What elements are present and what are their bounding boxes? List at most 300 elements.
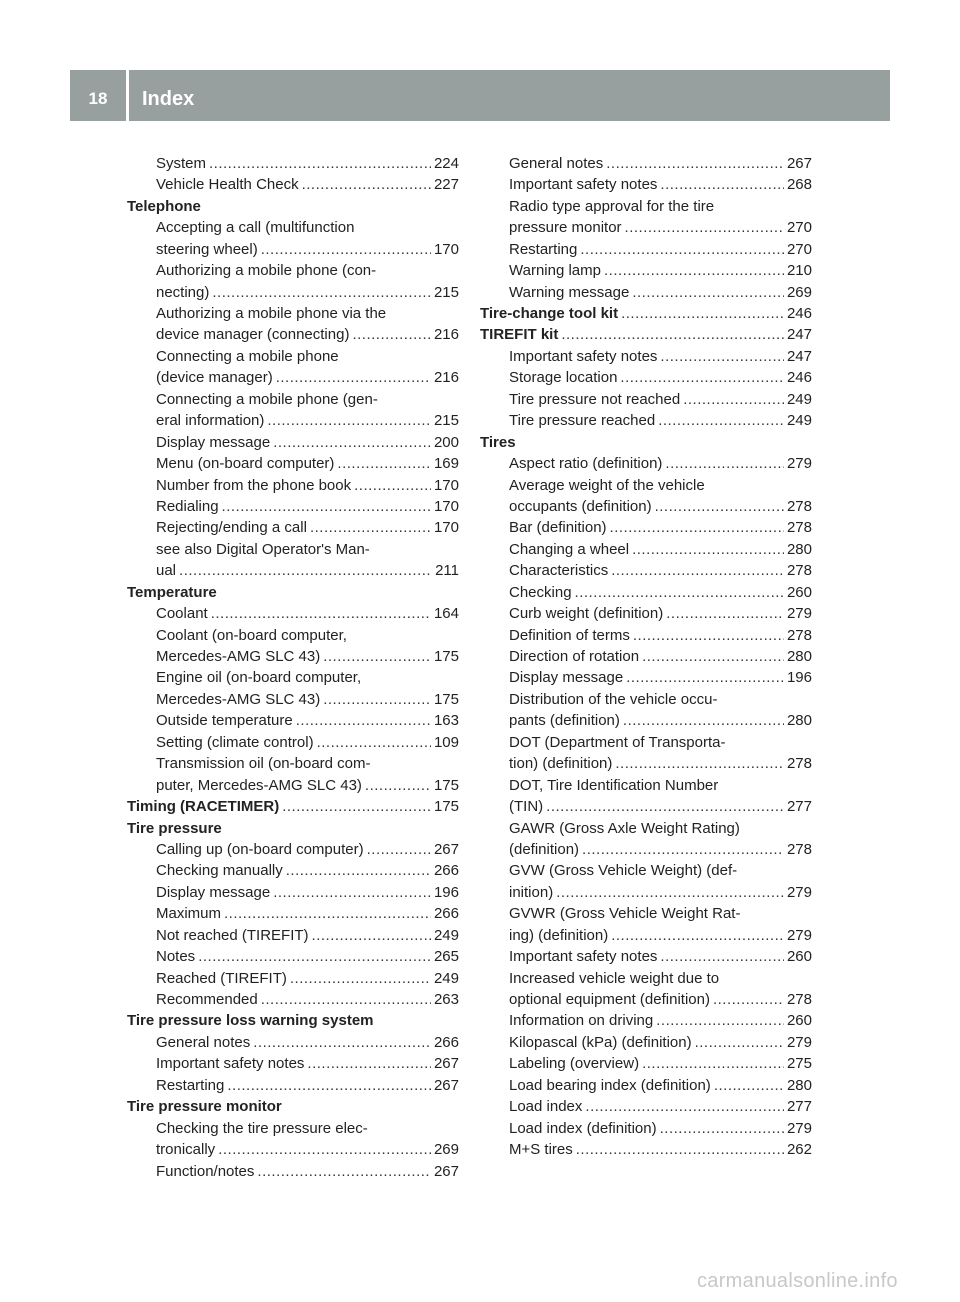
page-reference: 277 — [786, 1098, 812, 1116]
index-entry — [127, 646, 459, 667]
dot-leader — [666, 603, 784, 624]
page-reference: 279 — [786, 605, 812, 623]
dot-leader — [606, 153, 784, 174]
page-reference: 175 — [433, 648, 459, 666]
page-reference: 196 — [433, 883, 459, 901]
index-entry — [480, 882, 812, 903]
index-entry — [480, 668, 812, 689]
index-entry — [480, 646, 812, 667]
entry-text: Checking — [509, 583, 572, 601]
dot-leader — [642, 646, 784, 667]
dot-leader — [580, 239, 784, 260]
dot-leader — [561, 325, 784, 346]
entry-text: Restarting — [509, 240, 578, 258]
index-entry — [127, 560, 459, 581]
entry-text: (definition) — [509, 840, 580, 858]
page-reference: 278 — [786, 562, 812, 580]
index-entry — [127, 968, 459, 989]
entry-text: Important safety notes — [509, 347, 658, 365]
dot-leader — [576, 1139, 784, 1160]
index-entry — [127, 946, 459, 967]
entry-text: Load index — [509, 1098, 583, 1116]
index-entry — [127, 1053, 459, 1074]
page-reference: 263 — [433, 991, 459, 1009]
index-entry — [480, 346, 812, 367]
dot-leader — [625, 217, 784, 238]
entry-text: DOT, Tire Identification Number — [509, 776, 719, 794]
entry-text: Not reached (TIREFIT) — [156, 926, 309, 944]
index-entry — [480, 153, 812, 174]
entry-text: occupants (definition) — [509, 497, 652, 515]
page-header — [70, 70, 890, 121]
dot-leader — [352, 325, 431, 346]
page-reference: 269 — [433, 1141, 459, 1159]
index-heading — [127, 1096, 459, 1117]
index-entry — [127, 732, 459, 753]
entry-text: Tire pressure not reached — [509, 390, 681, 408]
entry-text: Information on driving — [509, 1012, 654, 1030]
index-heading — [480, 303, 812, 324]
entry-text: Checking manually — [156, 862, 283, 880]
dot-leader — [632, 282, 784, 303]
dot-leader — [585, 1096, 784, 1117]
entry-text: Tire-change tool kit — [480, 305, 619, 323]
dot-leader — [354, 475, 431, 496]
page-reference: 267 — [433, 1076, 459, 1094]
index-entry — [127, 539, 459, 560]
entry-text: Kilopascal (kPa) (definition) — [509, 1033, 692, 1051]
page-reference: 164 — [433, 605, 459, 623]
page-reference: 175 — [433, 776, 459, 794]
page-reference: 280 — [786, 1076, 812, 1094]
page-reference: 279 — [786, 455, 812, 473]
entry-text: Distribution of the vehicle occu- — [509, 690, 718, 708]
index-entry — [127, 1032, 459, 1053]
page-reference: 247 — [786, 347, 812, 365]
entry-text: Coolant (on-board computer, — [156, 626, 347, 644]
index-entry — [480, 196, 812, 217]
page-reference: 260 — [786, 583, 812, 601]
entry-text: (device manager) — [156, 369, 273, 387]
page-reference: 170 — [433, 519, 459, 537]
index-entry — [127, 1139, 459, 1160]
index-entry — [480, 582, 812, 603]
index-entry — [127, 689, 459, 710]
page-reference: 265 — [433, 948, 459, 966]
entry-text: Tire pressure loss warning system — [127, 1012, 374, 1030]
dot-leader — [656, 1011, 784, 1032]
page-reference: 262 — [786, 1141, 812, 1159]
entry-text: DOT (Department of Transporta- — [509, 733, 726, 751]
page-reference: 270 — [786, 219, 812, 237]
index-entry — [127, 625, 459, 646]
index-entry — [127, 367, 459, 388]
index-column-left — [127, 153, 459, 1182]
index-entry — [127, 668, 459, 689]
entry-text: Characteristics — [509, 562, 609, 580]
dot-leader — [276, 367, 431, 388]
entry-text: Menu (on-board computer) — [156, 455, 335, 473]
section-title: Index — [142, 88, 195, 110]
page-reference: 267 — [786, 154, 812, 172]
entry-text: Rejecting/ending a call — [156, 519, 307, 537]
dot-leader — [312, 925, 431, 946]
dot-leader — [714, 1075, 784, 1096]
entry-text: Connecting a mobile phone (gen- — [156, 390, 378, 408]
index-entry — [480, 560, 812, 581]
index-entry — [480, 775, 812, 796]
index-entry — [480, 1011, 812, 1032]
page-reference: 269 — [786, 283, 812, 301]
index-entry — [127, 1161, 459, 1182]
dot-leader — [337, 453, 431, 474]
index-entry — [480, 603, 812, 624]
entry-text: System — [156, 154, 207, 172]
index-entry — [480, 539, 812, 560]
entry-text: Function/notes — [156, 1162, 255, 1180]
dot-leader — [642, 1053, 784, 1074]
index-entry — [480, 389, 812, 410]
watermark: carmanualsonline.info — [697, 1270, 898, 1292]
page-reference: 277 — [786, 798, 812, 816]
page-reference: 279 — [786, 883, 812, 901]
dot-leader — [575, 582, 784, 603]
entry-text: Temperature — [127, 583, 217, 601]
dot-leader — [660, 1118, 784, 1139]
page-reference: 216 — [433, 326, 459, 344]
page-reference: 266 — [433, 905, 459, 923]
dot-leader — [713, 989, 784, 1010]
page-reference: 246 — [786, 369, 812, 387]
index-entry — [480, 903, 812, 924]
index-entry — [127, 260, 459, 281]
dot-leader — [253, 1032, 431, 1053]
dot-leader — [633, 625, 784, 646]
entry-text: Timing (RACETIMER) — [127, 798, 280, 816]
entry-text: Warning lamp — [509, 262, 601, 280]
dot-leader — [556, 882, 784, 903]
index-heading — [480, 325, 812, 346]
page-reference: 170 — [433, 240, 459, 258]
entry-text: Average weight of the vehicle — [509, 476, 705, 494]
page-reference: 267 — [433, 1055, 459, 1073]
page-reference: 175 — [433, 690, 459, 708]
entry-text: necting) — [156, 283, 210, 301]
dot-leader — [257, 1161, 431, 1182]
dot-leader — [286, 860, 431, 881]
entry-text: Mercedes-AMG SLC 43) — [156, 648, 321, 666]
page-reference: 224 — [433, 154, 459, 172]
index-heading — [127, 582, 459, 603]
index-entry — [480, 1118, 812, 1139]
index-entry — [480, 1139, 812, 1160]
entry-text: Checking the tire pressure elec- — [156, 1119, 368, 1137]
page-reference: 163 — [433, 712, 459, 730]
index-entry — [127, 882, 459, 903]
page-reference: 267 — [433, 840, 459, 858]
index-entry — [480, 517, 812, 538]
entry-text: Direction of rotation — [509, 648, 640, 666]
page-reference: 200 — [433, 433, 459, 451]
index-entry — [480, 1096, 812, 1117]
index-entry — [127, 346, 459, 367]
dot-leader — [611, 560, 784, 581]
entry-text: Definition of terms — [509, 626, 630, 644]
entry-text: M+S tires — [509, 1141, 573, 1159]
entry-text: Coolant — [156, 605, 208, 623]
dot-leader — [658, 410, 784, 431]
page-reference: 170 — [433, 497, 459, 515]
dot-leader — [227, 1075, 431, 1096]
entry-text: steering wheel) — [156, 240, 258, 258]
dot-leader — [660, 346, 784, 367]
entry-text: Engine oil (on-board computer, — [156, 669, 362, 687]
index-entry — [480, 239, 812, 260]
index-entry — [127, 1118, 459, 1139]
entry-text: General notes — [156, 1033, 251, 1051]
entry-text: Setting (climate control) — [156, 733, 314, 751]
page-reference: 211 — [435, 562, 459, 580]
index-entry — [127, 860, 459, 881]
entry-text: GVWR (Gross Vehicle Weight Rat- — [509, 905, 741, 923]
entry-text: Aspect ratio (definition) — [509, 455, 663, 473]
dot-leader — [620, 367, 784, 388]
entry-text: Changing a wheel — [509, 540, 630, 558]
page-reference: 279 — [786, 926, 812, 944]
page-reference: 249 — [433, 969, 459, 987]
dot-leader — [365, 775, 431, 796]
index-entry — [480, 625, 812, 646]
index-entry — [480, 453, 812, 474]
entry-text: Load bearing index (definition) — [509, 1076, 711, 1094]
index-entry — [480, 410, 812, 431]
dot-leader — [198, 946, 431, 967]
entry-text: ual — [156, 562, 177, 580]
dot-leader — [212, 282, 431, 303]
dot-leader — [222, 496, 431, 517]
index-entry — [127, 389, 459, 410]
entry-text: Load index (definition) — [509, 1119, 657, 1137]
index-entry — [127, 710, 459, 731]
dot-leader — [323, 646, 431, 667]
page-reference: 215 — [433, 412, 459, 430]
entry-text: GAWR (Gross Axle Weight Rating) — [509, 819, 740, 837]
index-entry — [480, 1075, 812, 1096]
dot-leader — [310, 517, 431, 538]
dot-leader — [367, 839, 431, 860]
entry-text: inition) — [509, 883, 554, 901]
page-reference: 249 — [786, 390, 812, 408]
dot-leader — [546, 796, 784, 817]
page-reference: 270 — [786, 240, 812, 258]
index-entry — [480, 925, 812, 946]
index-entry — [127, 839, 459, 860]
entry-text: Redialing — [156, 497, 219, 515]
index-entry — [127, 303, 459, 324]
dot-leader — [623, 710, 784, 731]
index-entry — [127, 753, 459, 774]
dot-leader — [261, 989, 431, 1010]
index-entry — [127, 153, 459, 174]
dot-leader — [582, 839, 784, 860]
page-reference: 247 — [786, 326, 812, 344]
entry-text: Transmission oil (on-board com- — [156, 755, 371, 773]
page-reference: 267 — [433, 1162, 459, 1180]
page-reference: 278 — [786, 519, 812, 537]
index-entry — [480, 260, 812, 281]
index-entry — [127, 517, 459, 538]
entry-text: Warning message — [509, 283, 630, 301]
entry-text: Mercedes-AMG SLC 43) — [156, 690, 321, 708]
entry-text: puter, Mercedes-AMG SLC 43) — [156, 776, 362, 794]
entry-text: device manager (connecting) — [156, 326, 350, 344]
index-entry — [127, 496, 459, 517]
dot-leader — [224, 903, 431, 924]
page-reference: 215 — [433, 283, 459, 301]
entry-text: Display message — [156, 883, 271, 901]
dot-leader — [209, 153, 431, 174]
dot-leader — [604, 260, 784, 281]
dot-leader — [179, 560, 432, 581]
index-entry — [127, 174, 459, 195]
header-divider — [126, 70, 129, 121]
page-reference: 227 — [433, 176, 459, 194]
entry-text: Display message — [509, 669, 624, 687]
dot-leader — [611, 925, 784, 946]
index-entry — [127, 282, 459, 303]
entry-text: GVW (Gross Vehicle Weight) (def- — [509, 862, 738, 880]
page-reference: 280 — [786, 540, 812, 558]
entry-text: tion) (definition) — [509, 755, 613, 773]
index-entry — [480, 689, 812, 710]
entry-text: Notes — [156, 948, 196, 966]
dot-leader — [302, 174, 431, 195]
index-entry — [480, 753, 812, 774]
entry-text: Tire pressure reached — [509, 412, 656, 430]
page-reference: 249 — [786, 412, 812, 430]
index-entry — [480, 217, 812, 238]
index-entry — [480, 946, 812, 967]
entry-text: Reached (TIREFIT) — [156, 969, 287, 987]
page-reference: 280 — [786, 712, 812, 730]
page-number: 18 — [88, 89, 108, 108]
index-entry — [127, 603, 459, 624]
dot-leader — [632, 539, 784, 560]
index-entry — [127, 989, 459, 1010]
index-entry — [480, 710, 812, 731]
dot-leader — [665, 453, 784, 474]
dot-leader — [610, 517, 784, 538]
page-reference: 278 — [786, 626, 812, 644]
index-heading — [480, 432, 812, 453]
index-entry — [480, 796, 812, 817]
entry-text: Important safety notes — [509, 176, 658, 194]
entry-text: optional equipment (definition) — [509, 991, 710, 1009]
page-reference: 278 — [786, 991, 812, 1009]
entry-text: pants (definition) — [509, 712, 620, 730]
page-reference: 249 — [433, 926, 459, 944]
index-entry — [127, 217, 459, 238]
entry-text: Curb weight (definition) — [509, 605, 664, 623]
entry-text: Important safety notes — [509, 948, 658, 966]
entry-text: Increased vehicle weight due to — [509, 969, 720, 987]
dot-leader — [615, 753, 784, 774]
index-entry — [480, 475, 812, 496]
entry-text: Outside temperature — [156, 712, 293, 730]
index-heading — [127, 796, 459, 817]
index-entry — [480, 989, 812, 1010]
dot-leader — [683, 389, 784, 410]
entry-text: Tire pressure — [127, 819, 222, 837]
index-entry — [480, 968, 812, 989]
index-entry — [127, 1075, 459, 1096]
dot-leader — [317, 732, 431, 753]
index-entry — [127, 239, 459, 260]
page-reference: 170 — [433, 476, 459, 494]
page-reference: 280 — [786, 648, 812, 666]
page-reference: 275 — [786, 1055, 812, 1073]
page-reference: 260 — [786, 1012, 812, 1030]
page-reference: 246 — [786, 305, 812, 323]
entry-text: see also Digital Operator's Man- — [156, 540, 370, 558]
dot-leader — [273, 432, 431, 453]
entry-text: Number from the phone book — [156, 476, 352, 494]
page-reference: 266 — [433, 1033, 459, 1051]
entry-text: Storage location — [509, 369, 618, 387]
entry-text: Connecting a mobile phone — [156, 347, 339, 365]
entry-text: Telephone — [127, 197, 201, 215]
dot-leader — [261, 239, 431, 260]
entry-text: ing) (definition) — [509, 926, 609, 944]
index-entry — [127, 903, 459, 924]
entry-text: Tire pressure monitor — [127, 1098, 282, 1116]
index-entry — [127, 453, 459, 474]
dot-leader — [218, 1139, 431, 1160]
entry-text: Vehicle Health Check — [156, 176, 299, 194]
dot-leader — [273, 882, 431, 903]
entry-text: eral information) — [156, 412, 265, 430]
dot-leader — [655, 496, 784, 517]
entry-text: TIREFIT kit — [480, 326, 559, 344]
index-entry — [480, 174, 812, 195]
entry-text: Accepting a call (multifunction — [156, 219, 355, 237]
page-reference: 268 — [786, 176, 812, 194]
page-reference: 279 — [786, 1033, 812, 1051]
index-entry — [480, 496, 812, 517]
dot-leader — [211, 603, 431, 624]
page-reference: 278 — [786, 755, 812, 773]
entry-text: tronically — [156, 1141, 216, 1159]
page-reference: 260 — [786, 948, 812, 966]
page-reference: 278 — [786, 840, 812, 858]
dot-leader — [267, 410, 431, 431]
index-entry — [127, 432, 459, 453]
dot-leader — [307, 1053, 431, 1074]
page-reference: 279 — [786, 1119, 812, 1137]
page-reference: 266 — [433, 862, 459, 880]
dot-leader — [290, 968, 431, 989]
entry-text: Tires — [480, 433, 516, 451]
index-heading — [127, 818, 459, 839]
index-entry — [480, 1032, 812, 1053]
entry-text: Important safety notes — [156, 1055, 305, 1073]
index-entry — [480, 860, 812, 881]
page-reference: 216 — [433, 369, 459, 387]
index-entry — [480, 818, 812, 839]
index-heading — [127, 1011, 459, 1032]
page-reference: 210 — [786, 262, 812, 280]
page-reference: 169 — [433, 455, 459, 473]
